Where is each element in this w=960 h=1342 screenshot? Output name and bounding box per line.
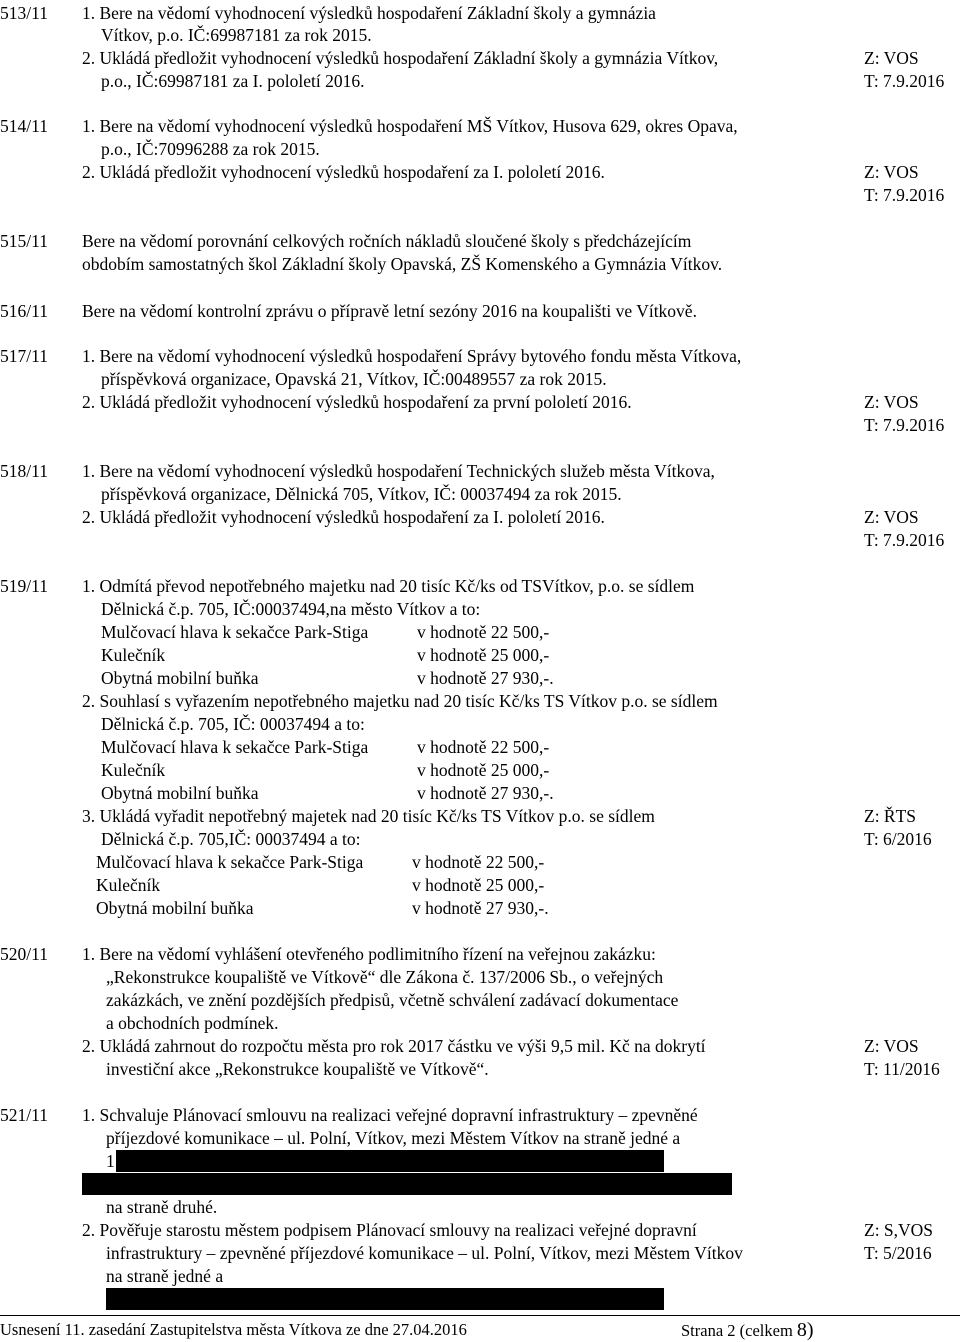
page-total: 8) (796, 1319, 814, 1341)
page-label: Strana 2 (celkem (681, 1321, 797, 1340)
resolution-number: 518/11 (0, 461, 48, 481)
responsible: Z: VOS (864, 392, 919, 412)
resolution-text: 1. Bere na vědomí vyhodnocení výsledků hospodaření Technických služeb města Vítkova, (82, 461, 715, 481)
resolution-text: infrastruktury – zpevněné příjezdové komunikace – ul. Polní, Vítkov, mezi Městem Vítkov (106, 1243, 743, 1263)
page-number (681, 1319, 814, 1342)
deadline: T: 7.9.2016 (864, 530, 945, 550)
asset-value: v hodnotě 22 500,- (417, 622, 550, 642)
resolution-text: investiční akce „Rekonstrukce koupaliště ve Vítkově“. (106, 1059, 489, 1079)
asset-value: v hodnotě 27 930,-. (417, 668, 554, 688)
resolution-number: 516/11 (0, 301, 48, 321)
responsible: Z: VOS (864, 1036, 919, 1056)
asset-name: Mulčovací hlava k sekačce Park-Stiga (101, 622, 369, 642)
footer-title: Usnesení 11. zasedání Zastupitelstva města Vítkova ze dne 27.04.2016 (0, 1320, 467, 1339)
deadline: T: 7.9.2016 (864, 185, 945, 205)
deadline: T: 5/2016 (864, 1243, 932, 1263)
resolution-number: 517/11 (0, 346, 48, 366)
responsible: Z: VOS (864, 507, 919, 527)
responsible: Z: VOS (864, 48, 919, 68)
responsible: Z: VOS (864, 162, 919, 182)
redaction-bar (82, 1173, 732, 1195)
resolution-text: Dělnická č.p. 705, IČ:00037494,na město Vítkov a to: (101, 599, 481, 619)
resolution-text: obdobím samostatných škol Základní školy Opavská, ZŠ Komenského a Gymnázia Vítkov. (82, 254, 723, 274)
resolution-text: 1 (106, 1151, 115, 1171)
resolution-text: 2. Ukládá předložit vyhodnocení výsledků hospodaření Základní školy a gymnázia Vítkov, (82, 48, 719, 68)
resolution-number: 519/11 (0, 576, 48, 596)
resolution-number: 521/11 (0, 1105, 48, 1125)
resolution-text: 2. Ukládá zahrnout do rozpočtu města pro rok 2017 částku ve výši 9,5 mil. Kč na dokrytí (82, 1036, 706, 1056)
deadline: T: 6/2016 (864, 829, 932, 849)
resolution-number: 514/11 (0, 116, 48, 136)
responsible: Z: S,VOS (864, 1220, 934, 1240)
asset-value: v hodnotě 22 500,- (412, 852, 545, 872)
asset-name: Kulečník (101, 645, 166, 665)
asset-value: v hodnotě 25 000,- (417, 760, 550, 780)
resolution-text: příspěvková organizace, Opavská 21, Vítkov, IČ:00489557 za rok 2015. (101, 369, 607, 389)
asset-value: v hodnotě 27 930,-. (417, 783, 554, 803)
redaction-bar (106, 1288, 664, 1310)
resolution-text: Bere na vědomí porovnání celkových ročních nákladů sloučené školy s předcházejícím (82, 231, 692, 251)
asset-name: Kulečník (101, 760, 166, 780)
asset-name: Obytná mobilní buňka (101, 783, 259, 803)
resolution-text: 1. Bere na vědomí vyhodnocení výsledků hospodaření MŠ Vítkov, Husova 629, okres Opava, (82, 116, 738, 136)
resolution-text: 2. Ukládá předložit vyhodnocení výsledků hospodaření za první pololetí 2016. (82, 392, 632, 412)
resolution-text: na straně druhé. (106, 1197, 218, 1217)
resolution-text: příjezdové komunikace – ul. Polní, Vítkov, mezi Městem Vítkov na straně jedné a (106, 1128, 681, 1148)
redaction-bar (116, 1150, 664, 1172)
resolution-text: zakázkách, ve znění pozdějších předpisů, včetně schválení zadávací dokumentace (106, 990, 679, 1010)
resolution-number: 515/11 (0, 231, 48, 251)
asset-name: Kulečník (96, 875, 161, 895)
deadline: T: 7.9.2016 (864, 71, 945, 91)
footer-rule (0, 1315, 960, 1316)
resolution-text: p.o., IČ:69987181 za I. pololetí 2016. (101, 71, 365, 91)
resolution-text: Dělnická č.p. 705,IČ: 00037494 a to: (101, 829, 361, 849)
asset-name: Mulčovací hlava k sekačce Park-Stiga (96, 852, 364, 872)
resolution-text: p.o., IČ:70996288 za rok 2015. (101, 139, 320, 159)
resolution-text: 1. Schvaluje Plánovací smlouvu na realizaci veřejné dopravní infrastruktury – zpevněné (82, 1105, 698, 1125)
resolution-text: Vítkov, p.o. IČ:69987181 za rok 2015. (101, 25, 372, 45)
resolution-text: 2. Ukládá předložit vyhodnocení výsledků hospodaření za I. pololetí 2016. (82, 507, 605, 527)
resolution-text: Bere na vědomí kontrolní zprávu o přípravě letní sezóny 2016 na koupališti ve Vítkově. (82, 301, 697, 321)
resolution-text: 2. Souhlasí s vyřazením nepotřebného majetku nad 20 tisíc Kč/ks TS Vítkov p.o. se sídlem (82, 691, 718, 711)
resolution-text: „Rekonstrukce koupaliště ve Vítkově“ dle Zákona č. 137/2006 Sb., o veřejných (106, 967, 664, 987)
asset-value: v hodnotě 27 930,-. (412, 898, 549, 918)
resolution-number: 520/11 (0, 944, 48, 964)
resolution-text: 2. Ukládá předložit vyhodnocení výsledků hospodaření za I. pololetí 2016. (82, 162, 605, 182)
resolution-text: Dělnická č.p. 705, IČ: 00037494 a to: (101, 714, 365, 734)
asset-value: v hodnotě 25 000,- (412, 875, 545, 895)
resolution-text: 2. Pověřuje starostu městem podpisem Plánovací smlouvy na realizaci veřejné dopravní (82, 1220, 697, 1240)
deadline: T: 7.9.2016 (864, 415, 945, 435)
resolution-text: na straně jedné a (106, 1266, 224, 1286)
asset-value: v hodnotě 25 000,- (417, 645, 550, 665)
asset-name: Mulčovací hlava k sekačce Park-Stiga (101, 737, 369, 757)
resolution-text: 1. Bere na vědomí vyhlášení otevřeného podlimitního řízení na veřejnou zakázku: (82, 944, 656, 964)
resolution-text: 1. Odmítá převod nepotřebného majetku nad 20 tisíc Kč/ks od TSVítkov, p.o. se sídlem (82, 576, 695, 596)
asset-value: v hodnotě 22 500,- (417, 737, 550, 757)
asset-name: Obytná mobilní buňka (101, 668, 259, 688)
asset-name: Obytná mobilní buňka (96, 898, 254, 918)
resolution-text: 1. Bere na vědomí vyhodnocení výsledků hospodaření Základní školy a gymnázia (82, 3, 656, 23)
responsible: Z: ŘTS (864, 806, 917, 826)
resolution-text: a obchodních podmínek. (106, 1013, 279, 1033)
deadline: T: 11/2016 (864, 1059, 940, 1079)
resolution-text: 3. Ukládá vyřadit nepotřebný majetek nad 20 tisíc Kč/ks TS Vítkov p.o. se sídlem (82, 806, 655, 826)
resolution-number: 513/11 (0, 3, 48, 23)
resolution-text: příspěvková organizace, Dělnická 705, Vítkov, IČ: 00037494 za rok 2015. (101, 484, 622, 504)
resolution-text: 1. Bere na vědomí vyhodnocení výsledků hospodaření Správy bytového fondu města Vítkova, (82, 346, 742, 366)
